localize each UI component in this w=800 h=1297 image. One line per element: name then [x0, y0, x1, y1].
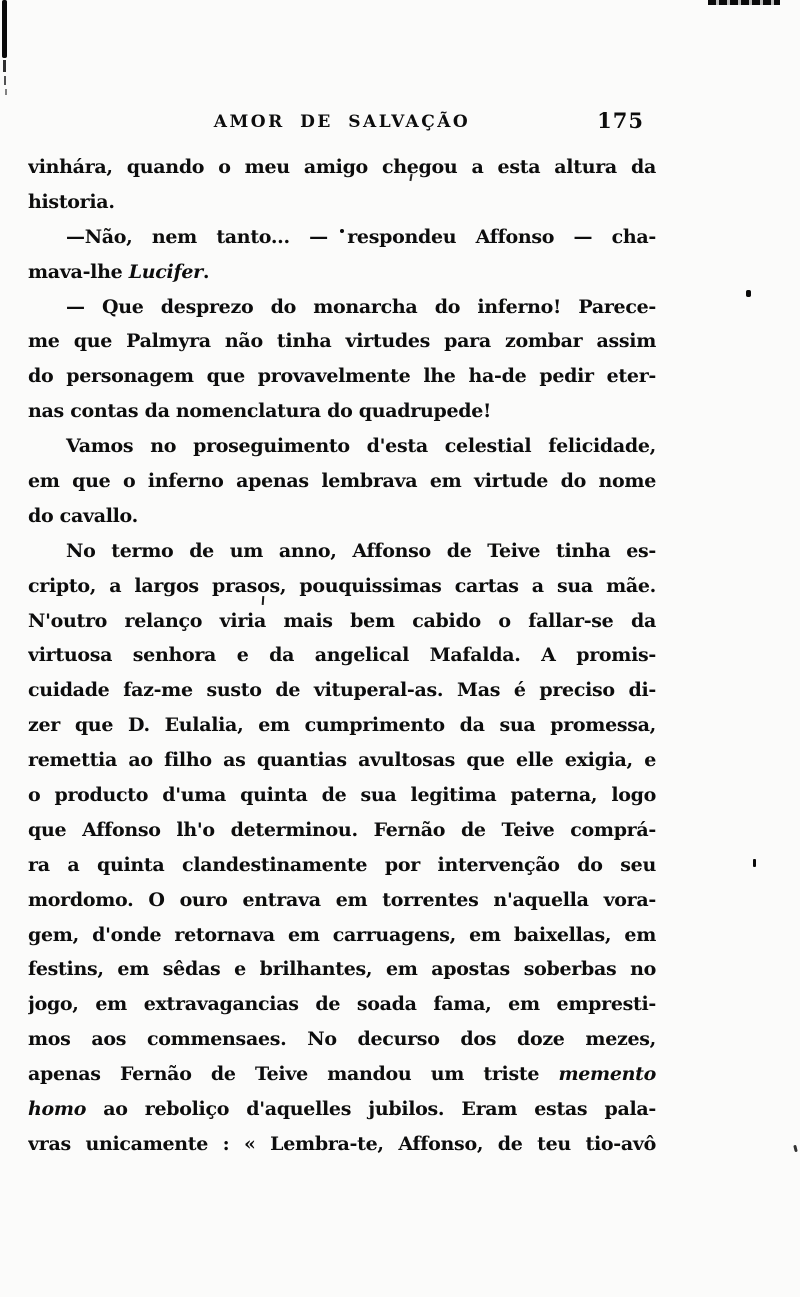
text-segment: gem, d'onde retornava em carruagens, em baixellas, em [28, 923, 656, 946]
text-line [28, 324, 656, 359]
text-line [28, 952, 656, 987]
scan-artifact-left-edge [3, 60, 6, 72]
italic-text-segment: memento [558, 1063, 656, 1086]
text-segment: Vamos no proseguimento d'esta celestial felicidade, [66, 435, 656, 458]
text-line [28, 1057, 656, 1092]
text-segment: jogo, em extravagancias de soada fama, em empresti- [28, 993, 656, 1016]
ink-speck [746, 290, 751, 297]
text-line [28, 883, 656, 918]
text-segment: — Que desprezo do monarcha do inferno! Parece- [66, 295, 656, 318]
page-header [28, 108, 656, 138]
text-segment: vinhára, quando o meu amigo chegou a esta altura da [28, 156, 656, 178]
text-line [28, 255, 656, 290]
scan-artifact-left-edge [4, 76, 6, 85]
ink-speck [793, 1145, 798, 1153]
text-line [28, 359, 656, 394]
text-segment: zer que D. Eulalia, em cumprimento da sua promessa, [28, 714, 656, 737]
text-segment: mava-lhe [28, 260, 129, 283]
text-line [28, 429, 656, 464]
text-segment: do personagem que provavelmente lhe ha-de pedir eter- [28, 365, 656, 388]
text-segment: mos aos commensaes. No decurso dos doze mezes, [28, 1028, 656, 1051]
text-segment: apenas Fernão de Teive mandou um triste [28, 1063, 559, 1086]
text-segment: virtuosa senhora e da angelical Mafalda. A promis- [28, 644, 656, 667]
text-line [28, 743, 656, 778]
italic-text-segment: homo [28, 1098, 87, 1121]
page-number: 175 [597, 108, 644, 133]
text-line [28, 778, 656, 813]
scan-artifact-left-edge [5, 89, 7, 95]
text-segment: em que o inferno apenas lembrava em virtude do nome [28, 470, 656, 493]
italic-text-segment: Lucifer [128, 260, 203, 283]
text-segment: ra a quinta clandestinamente por intervenção do seu [28, 853, 656, 876]
text-segment: me que Palmyra não tinha virtudes para zombar assim [28, 330, 656, 353]
text-segment: No termo de um anno, Affonso de Teive tinha es- [66, 539, 656, 562]
scan-artifact-left-edge [2, 0, 7, 58]
text-line [28, 1127, 656, 1162]
text-segment: . [202, 260, 210, 283]
text-line [28, 220, 656, 255]
text-line [28, 394, 656, 429]
text-segment: o producto d'uma quinta de sua legitima paterna, logo [28, 784, 656, 807]
text-line [28, 1092, 656, 1127]
text-line [28, 638, 656, 673]
text-segment: festins, em sêdas e brilhantes, em apostas soberbas no [28, 958, 656, 981]
text-line [28, 813, 656, 848]
text-segment: cripto, a largos prasos, pouquissimas cartas a sua mãe. [28, 574, 656, 597]
text-segment: nas contas da nomenclatura do quadrupede! [28, 400, 492, 423]
ink-speck [753, 859, 756, 867]
running-title: AMOR DE SALVAÇÃO [213, 112, 471, 132]
text-line [28, 918, 656, 953]
text-line [28, 464, 656, 499]
text-segment: mordomo. O ouro entrava em torrentes n'aquella vora- [28, 888, 656, 911]
text-line [28, 673, 656, 708]
text-line [28, 150, 656, 185]
text-line [28, 290, 656, 325]
scan-artifact-top-right [708, 0, 780, 5]
text-segment: N'outro relanço viria mais bem cabido o fallar-se da [28, 609, 656, 632]
text-segment: vras unicamente : « Lembra-te, Affonso, de teu tio-avô [28, 1132, 656, 1155]
text-line [28, 848, 656, 883]
text-segment: ao reboliço d'aquelles jubilos. Eram estas pala- [86, 1098, 656, 1121]
text-segment: do cavallo. [28, 504, 138, 527]
text-line [28, 1022, 656, 1057]
text-segment: historia. [28, 190, 115, 213]
text-lines [28, 150, 656, 1162]
text-line [28, 708, 656, 743]
text-line [28, 499, 656, 534]
text-line [28, 534, 656, 569]
text-line [28, 987, 656, 1022]
text-segment: —Não, nem tanto... — respondeu Affonso — cha- [66, 225, 656, 248]
text-segment: remettia ao filho as quantias avultosas que elle exigia, e [28, 749, 656, 772]
text-segment: que Affonso lh'o determinou. Fernão de Teive comprá- [28, 818, 656, 841]
text-segment: cuidade faz-me susto de vituperal-as. Mas é preciso di- [28, 679, 656, 702]
text-line [28, 604, 656, 639]
text-line [28, 185, 656, 220]
text-line [28, 569, 656, 604]
